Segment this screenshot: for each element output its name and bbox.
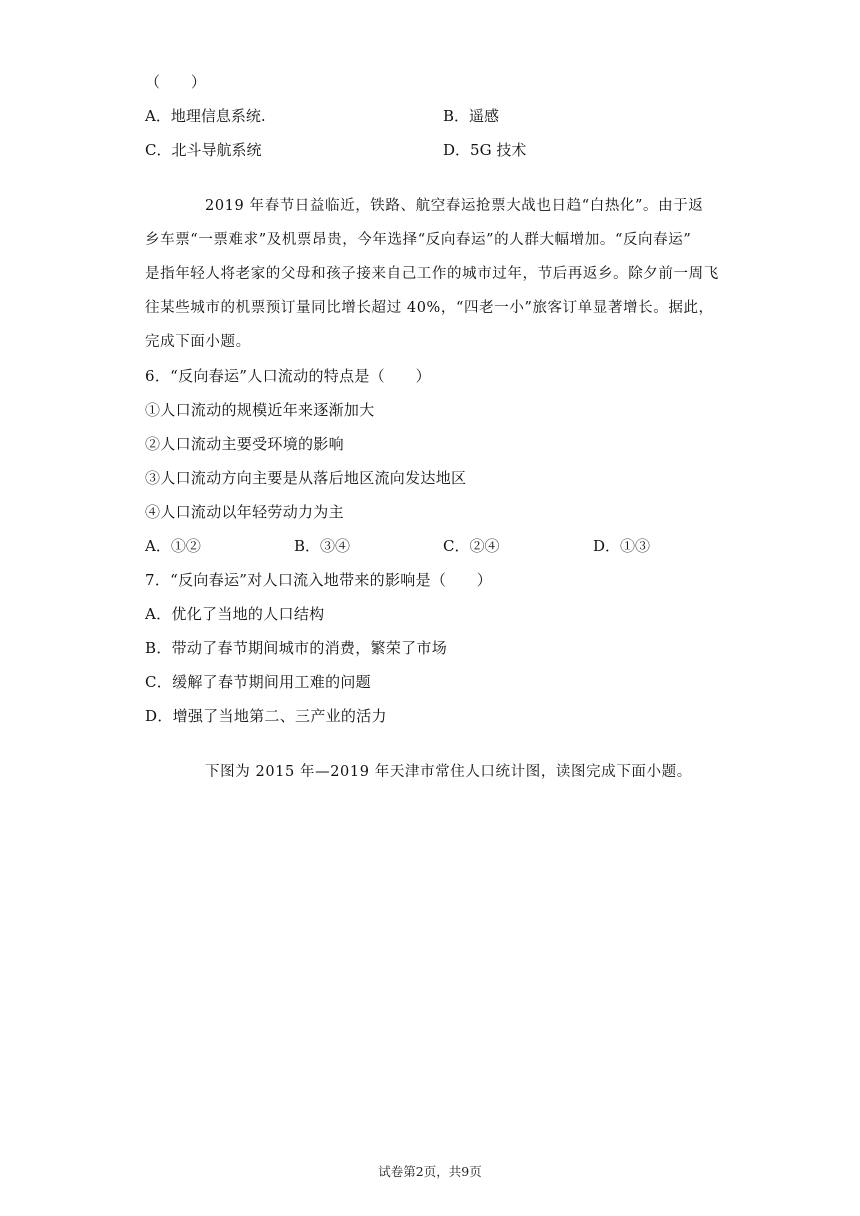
- prev-option-a: A．地理信息系统.: [145, 107, 266, 125]
- q7-stem: 7．“反向春运”对人口流入地带来的影响是（ ）: [145, 571, 493, 589]
- passage1-line-3: 是指年轻人将老家的父母和孩子接来自己工作的城市过年，节后再返乡。除夕前一周飞: [145, 266, 719, 282]
- q7-option-d: D．增强了当地第二、三产业的活力: [145, 707, 387, 725]
- prev-option-b: B．遥感: [443, 107, 500, 125]
- prev-option-c: C．北斗导航系统: [145, 141, 262, 159]
- q6-option-a: A．①②: [145, 537, 201, 555]
- q6-statement-3: ③人口流动方向主要是从落后地区流向发达地区: [145, 469, 467, 487]
- q6-option-c: C．②④: [443, 537, 500, 555]
- passage1-line-4: 往某些城市的机票预订量同比增长超过 40%，“四老一小”旅客订单显著增长。据此，: [145, 300, 714, 316]
- answer-paren: （ ）: [145, 73, 207, 91]
- page-footer: 试卷第2页，共9页: [378, 1164, 482, 1179]
- q6-statement-4: ④人口流动以年轻劳动力为主: [145, 503, 344, 521]
- passage1-line-5: 完成下面小题。: [145, 334, 251, 350]
- q7-option-a: A．优化了当地的人口结构: [145, 605, 325, 623]
- q7-option-c: C．缓解了春节期间用工难的问题: [145, 673, 371, 691]
- passage2-intro: 下图为 2015 年—2019 年天津市常住人口统计图，读图完成下面小题。: [205, 764, 692, 780]
- prev-option-d: D．5G 技术: [443, 141, 527, 159]
- q6-stem: 6．“反向春运”人口流动的特点是（ ）: [145, 367, 431, 385]
- passage1-line-2: 乡车票“一票难求”及机票昂贵，今年选择“反向春运”的人群大幅增加。“反向春运”: [145, 232, 692, 248]
- q6-option-d: D．①③: [593, 537, 651, 555]
- q6-statement-2: ②人口流动主要受环境的影响: [145, 435, 344, 453]
- q6-option-b: B．③④: [294, 537, 351, 555]
- q7-option-b: B．带动了春节期间城市的消费，繁荣了市场: [145, 639, 448, 657]
- q6-statement-1: ①人口流动的规模近年来逐渐加大: [145, 401, 375, 419]
- passage1-line-1: 2019 年春节日益临近，铁路、航空春运抢票大战也日趋“白热化”。由于返: [205, 198, 704, 214]
